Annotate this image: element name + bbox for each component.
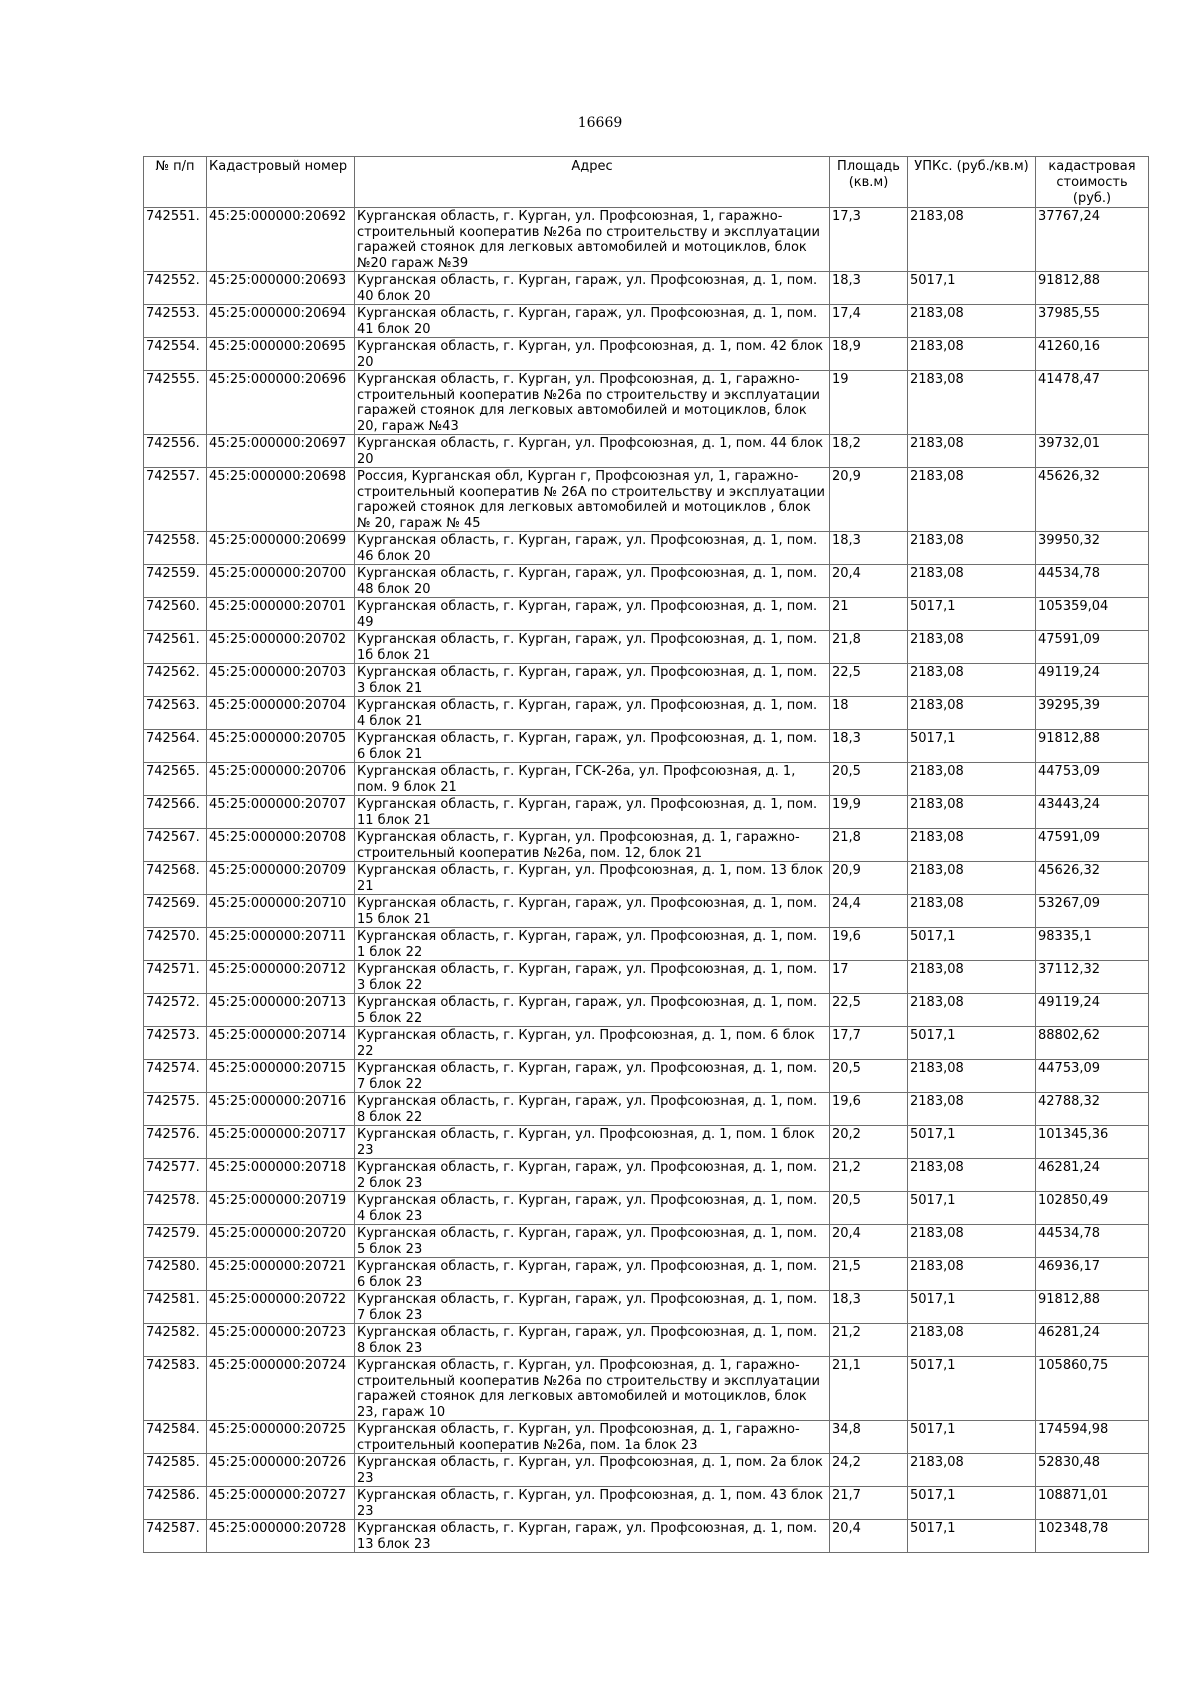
cadastral-number-cell: 45:25:000000:20703 [207, 664, 355, 697]
row-number-cell: 742562. [144, 664, 207, 697]
area-cell: 21,1 [830, 1357, 908, 1421]
cadastral-cost-cell: 47591,09 [1036, 829, 1149, 862]
cadastral-number-cell: 45:25:000000:20711 [207, 928, 355, 961]
table-row [144, 697, 1149, 730]
cadastral-cost-cell: 44534,78 [1036, 565, 1149, 598]
cadastral-cost-cell: 37985,55 [1036, 305, 1149, 338]
cadastral-number-cell: 45:25:000000:20707 [207, 796, 355, 829]
table-body [144, 208, 1149, 1553]
upks-cell: 2183,08 [908, 208, 1036, 272]
cadastral-cost-cell: 91812,88 [1036, 730, 1149, 763]
table-row [144, 1291, 1149, 1324]
address-cell: Курганская область, г. Курган, ул. Профсоюзная, д. 1, пом. 2а блок 23 [355, 1454, 830, 1487]
cadastral-number-cell: 45:25:000000:20698 [207, 468, 355, 532]
upks-cell: 2183,08 [908, 532, 1036, 565]
area-cell: 21,8 [830, 631, 908, 664]
upks-cell: 5017,1 [908, 1027, 1036, 1060]
cadastral-cost-cell: 41478,47 [1036, 371, 1149, 435]
cadastral-cost-cell: 37112,32 [1036, 961, 1149, 994]
upks-cell: 2183,08 [908, 1324, 1036, 1357]
row-number-cell: 742559. [144, 565, 207, 598]
cadastral-number-cell: 45:25:000000:20717 [207, 1126, 355, 1159]
cadastral-number-cell: 45:25:000000:20695 [207, 338, 355, 371]
cadastral-number-cell: 45:25:000000:20725 [207, 1421, 355, 1454]
upks-cell: 2183,08 [908, 862, 1036, 895]
address-cell: Курганская область, г. Курган, гараж, ул. Профсоюзная, д. 1, пом. 5 блок 23 [355, 1225, 830, 1258]
cadastral-number-cell: 45:25:000000:20709 [207, 862, 355, 895]
upks-cell: 2183,08 [908, 961, 1036, 994]
cadastral-number-cell: 45:25:000000:20721 [207, 1258, 355, 1291]
cadastral-number-cell: 45:25:000000:20692 [207, 208, 355, 272]
table-row [144, 1126, 1149, 1159]
address-cell: Курганская область, г. Курган, гараж, ул. Профсоюзная, д. 1, пом. 1б блок 21 [355, 631, 830, 664]
area-cell: 20,5 [830, 1192, 908, 1225]
cadastral-cost-cell: 43443,24 [1036, 796, 1149, 829]
area-cell: 20,4 [830, 1520, 908, 1553]
cadastral-number-cell: 45:25:000000:20696 [207, 371, 355, 435]
cadastral-value-table [143, 156, 1149, 1553]
row-number-cell: 742585. [144, 1454, 207, 1487]
upks-cell: 5017,1 [908, 730, 1036, 763]
upks-cell: 5017,1 [908, 1487, 1036, 1520]
table-row [144, 763, 1149, 796]
cadastral-number-cell: 45:25:000000:20694 [207, 305, 355, 338]
address-cell: Курганская область, г. Курган, гараж, ул. Профсоюзная, д. 1, пом. 8 блок 22 [355, 1093, 830, 1126]
cadastral-cost-cell: 91812,88 [1036, 272, 1149, 305]
cadastral-cost-cell: 105359,04 [1036, 598, 1149, 631]
table-row [144, 1487, 1149, 1520]
address-cell: Курганская область, г. Курган, гараж, ул. Профсоюзная, д. 1, пом. 41 блок 20 [355, 305, 830, 338]
table-row [144, 1093, 1149, 1126]
table-row [144, 928, 1149, 961]
cadastral-cost-cell: 49119,24 [1036, 664, 1149, 697]
table-row [144, 338, 1149, 371]
table-row [144, 468, 1149, 532]
area-cell: 21,8 [830, 829, 908, 862]
area-cell: 20,5 [830, 1060, 908, 1093]
area-cell: 20,9 [830, 862, 908, 895]
area-cell: 18,3 [830, 1291, 908, 1324]
address-cell: Курганская область, г. Курган, ул. Профсоюзная, д. 1, пом. 6 блок 22 [355, 1027, 830, 1060]
address-cell: Россия, Курганская обл, Курган г, Профсоюзная ул, 1, гаражно-строительный кооператив № 26А по строительству и эксплуатации гарожей стоянок для легковых автомобилей и мотоциклов , блок № 20, гараж № 45 [355, 468, 830, 532]
cadastral-number-cell: 45:25:000000:20704 [207, 697, 355, 730]
cadastral-cost-cell: 45626,32 [1036, 862, 1149, 895]
cadastral-number-cell: 45:25:000000:20702 [207, 631, 355, 664]
upks-cell: 5017,1 [908, 1126, 1036, 1159]
table-row [144, 631, 1149, 664]
table-row [144, 1520, 1149, 1553]
row-number-cell: 742584. [144, 1421, 207, 1454]
area-cell: 18,3 [830, 730, 908, 763]
area-cell: 17,4 [830, 305, 908, 338]
cadastral-cost-cell: 44534,78 [1036, 1225, 1149, 1258]
address-cell: Курганская область, г. Курган, гараж, ул. Профсоюзная, д. 1, пом. 46 блок 20 [355, 532, 830, 565]
table-row [144, 1454, 1149, 1487]
cadastral-number-cell: 45:25:000000:20722 [207, 1291, 355, 1324]
upks-cell: 2183,08 [908, 1060, 1036, 1093]
row-number-cell: 742580. [144, 1258, 207, 1291]
area-cell: 24,4 [830, 895, 908, 928]
address-cell: Курганская область, г. Курган, гараж, ул. Профсоюзная, д. 1, пом. 7 блок 22 [355, 1060, 830, 1093]
row-number-cell: 742554. [144, 338, 207, 371]
row-number-cell: 742573. [144, 1027, 207, 1060]
cadastral-number-cell: 45:25:000000:20712 [207, 961, 355, 994]
table-row [144, 1225, 1149, 1258]
table-row [144, 1258, 1149, 1291]
cadastral-cost-cell: 46281,24 [1036, 1159, 1149, 1192]
cadastral-number-cell: 45:25:000000:20713 [207, 994, 355, 1027]
table-row [144, 598, 1149, 631]
row-number-cell: 742581. [144, 1291, 207, 1324]
row-number-cell: 742563. [144, 697, 207, 730]
address-cell: Курганская область, г. Курган, ул. Профсоюзная, д. 1, пом. 1 блок 23 [355, 1126, 830, 1159]
cadastral-cost-cell: 37767,24 [1036, 208, 1149, 272]
cadastral-number-cell: 45:25:000000:20701 [207, 598, 355, 631]
area-cell: 24,2 [830, 1454, 908, 1487]
cadastral-cost-cell: 52830,48 [1036, 1454, 1149, 1487]
address-cell: Курганская область, г. Курган, ул. Профсоюзная, д. 1, пом. 42 блок 20 [355, 338, 830, 371]
upks-cell: 2183,08 [908, 338, 1036, 371]
address-cell: Курганская область, г. Курган, ул. Профсоюзная, д. 1, гаражно-строительный кооператив №26а по строительству и эксплуатации гаражей стоянок для легковых автомобилей и мотоциклов, блок 20, гараж №43 [355, 371, 830, 435]
address-cell: Курганская область, г. Курган, гараж, ул. Профсоюзная, д. 1, пом. 15 блок 21 [355, 895, 830, 928]
upks-cell: 5017,1 [908, 272, 1036, 305]
upks-cell: 2183,08 [908, 994, 1036, 1027]
table-row [144, 1357, 1149, 1421]
table-row [144, 305, 1149, 338]
row-number-cell: 742564. [144, 730, 207, 763]
address-cell: Курганская область, г. Курган, гараж, ул. Профсоюзная, д. 1, пом. 3 блок 22 [355, 961, 830, 994]
header-upks: УПКс. (руб./кв.м) [908, 157, 1036, 208]
upks-cell: 5017,1 [908, 928, 1036, 961]
cadastral-number-cell: 45:25:000000:20716 [207, 1093, 355, 1126]
row-number-cell: 742561. [144, 631, 207, 664]
header-row-number: № п/п [144, 157, 207, 208]
cadastral-cost-cell: 46281,24 [1036, 1324, 1149, 1357]
area-cell: 21,2 [830, 1324, 908, 1357]
header-address: Адрес [355, 157, 830, 208]
row-number-cell: 742587. [144, 1520, 207, 1553]
cadastral-cost-cell: 41260,16 [1036, 338, 1149, 371]
table-row [144, 1027, 1149, 1060]
upks-cell: 5017,1 [908, 1357, 1036, 1421]
cadastral-cost-cell: 39732,01 [1036, 435, 1149, 468]
table-row [144, 371, 1149, 435]
upks-cell: 5017,1 [908, 598, 1036, 631]
upks-cell: 5017,1 [908, 1520, 1036, 1553]
row-number-cell: 742567. [144, 829, 207, 862]
cadastral-cost-cell: 49119,24 [1036, 994, 1149, 1027]
upks-cell: 2183,08 [908, 565, 1036, 598]
upks-cell: 5017,1 [908, 1421, 1036, 1454]
row-number-cell: 742560. [144, 598, 207, 631]
row-number-cell: 742579. [144, 1225, 207, 1258]
row-number-cell: 742569. [144, 895, 207, 928]
cadastral-cost-cell: 39950,32 [1036, 532, 1149, 565]
upks-cell: 2183,08 [908, 763, 1036, 796]
table-header-row [144, 157, 1149, 208]
address-cell: Курганская область, г. Курган, гараж, ул. Профсоюзная, д. 1, пом. 40 блок 20 [355, 272, 830, 305]
row-number-cell: 742556. [144, 435, 207, 468]
address-cell: Курганская область, г. Курган, гараж, ул. Профсоюзная, д. 1, пом. 4 блок 23 [355, 1192, 830, 1225]
upks-cell: 2183,08 [908, 1225, 1036, 1258]
table-row [144, 829, 1149, 862]
address-cell: Курганская область, г. Курган, гараж, ул. Профсоюзная, д. 1, пом. 2 блок 23 [355, 1159, 830, 1192]
table-row [144, 435, 1149, 468]
cadastral-number-cell: 45:25:000000:20700 [207, 565, 355, 598]
area-cell: 22,5 [830, 664, 908, 697]
address-cell: Курганская область, г. Курган, гараж, ул. Профсоюзная, д. 1, пом. 11 блок 21 [355, 796, 830, 829]
row-number-cell: 742572. [144, 994, 207, 1027]
upks-cell: 2183,08 [908, 796, 1036, 829]
address-cell: Курганская область, г. Курган, гараж, ул. Профсоюзная, д. 1, пом. 6 блок 23 [355, 1258, 830, 1291]
area-cell: 20,4 [830, 565, 908, 598]
table-row [144, 532, 1149, 565]
cadastral-cost-cell: 102348,78 [1036, 1520, 1149, 1553]
row-number-cell: 742570. [144, 928, 207, 961]
upks-cell: 2183,08 [908, 895, 1036, 928]
cadastral-cost-cell: 53267,09 [1036, 895, 1149, 928]
row-number-cell: 742552. [144, 272, 207, 305]
table-row [144, 862, 1149, 895]
row-number-cell: 742577. [144, 1159, 207, 1192]
table-row [144, 664, 1149, 697]
cadastral-number-cell: 45:25:000000:20723 [207, 1324, 355, 1357]
header-cadastral-cost: кадастровая стоимость (руб.) [1036, 157, 1149, 208]
table-row [144, 1060, 1149, 1093]
upks-cell: 2183,08 [908, 1258, 1036, 1291]
address-cell: Курганская область, г. Курган, ул. Профсоюзная, д. 1, гаражно-строительный кооператив №26а, пом. 12, блок 21 [355, 829, 830, 862]
table-row [144, 796, 1149, 829]
cadastral-number-cell: 45:25:000000:20726 [207, 1454, 355, 1487]
area-cell: 19,9 [830, 796, 908, 829]
area-cell: 18,3 [830, 272, 908, 305]
address-cell: Курганская область, г. Курган, ул. Профсоюзная, д. 1, пом. 13 блок 21 [355, 862, 830, 895]
cadastral-cost-cell: 39295,39 [1036, 697, 1149, 730]
cadastral-cost-cell: 44753,09 [1036, 763, 1149, 796]
upks-cell: 5017,1 [908, 1192, 1036, 1225]
upks-cell: 2183,08 [908, 829, 1036, 862]
area-cell: 18 [830, 697, 908, 730]
cadastral-number-cell: 45:25:000000:20727 [207, 1487, 355, 1520]
header-area: Площадь (кв.м) [830, 157, 908, 208]
cadastral-cost-cell: 42788,32 [1036, 1093, 1149, 1126]
table-row [144, 208, 1149, 272]
cadastral-cost-cell: 101345,36 [1036, 1126, 1149, 1159]
table-row [144, 565, 1149, 598]
row-number-cell: 742576. [144, 1126, 207, 1159]
address-cell: Курганская область, г. Курган, ул. Профсоюзная, д. 1, гаражно-строительный кооператив №26а, пом. 1а блок 23 [355, 1421, 830, 1454]
area-cell: 18,9 [830, 338, 908, 371]
table-row [144, 1421, 1149, 1454]
area-cell: 17,7 [830, 1027, 908, 1060]
address-cell: Курганская область, г. Курган, гараж, ул. Профсоюзная, д. 1, пом. 5 блок 22 [355, 994, 830, 1027]
row-number-cell: 742557. [144, 468, 207, 532]
cadastral-number-cell: 45:25:000000:20714 [207, 1027, 355, 1060]
cadastral-number-cell: 45:25:000000:20705 [207, 730, 355, 763]
cadastral-cost-cell: 91812,88 [1036, 1291, 1149, 1324]
address-cell: Курганская область, г. Курган, ул. Профсоюзная, 1, гаражно-строительный кооператив №26а по строительству и эксплуатации гаражей стоянок для легковых автомобилей и мотоциклов, блок №20 гараж №39 [355, 208, 830, 272]
cadastral-number-cell: 45:25:000000:20710 [207, 895, 355, 928]
cadastral-cost-cell: 105860,75 [1036, 1357, 1149, 1421]
row-number-cell: 742551. [144, 208, 207, 272]
table-row [144, 895, 1149, 928]
area-cell: 20,9 [830, 468, 908, 532]
area-cell: 18,2 [830, 435, 908, 468]
address-cell: Курганская область, г. Курган, гараж, ул. Профсоюзная, д. 1, пом. 7 блок 23 [355, 1291, 830, 1324]
address-cell: Курганская область, г. Курган, гараж, ул. Профсоюзная, д. 1, пом. 8 блок 23 [355, 1324, 830, 1357]
address-cell: Курганская область, г. Курган, гараж, ул. Профсоюзная, д. 1, пом. 49 [355, 598, 830, 631]
address-cell: Курганская область, г. Курган, гараж, ул. Профсоюзная, д. 1, пом. 4 блок 21 [355, 697, 830, 730]
area-cell: 21,7 [830, 1487, 908, 1520]
address-cell: Курганская область, г. Курган, гараж, ул. Профсоюзная, д. 1, пом. 48 блок 20 [355, 565, 830, 598]
upks-cell: 2183,08 [908, 1159, 1036, 1192]
address-cell: Курганская область, г. Курган, гараж, ул. Профсоюзная, д. 1, пом. 13 блок 23 [355, 1520, 830, 1553]
area-cell: 17 [830, 961, 908, 994]
upks-cell: 2183,08 [908, 1454, 1036, 1487]
row-number-cell: 742555. [144, 371, 207, 435]
row-number-cell: 742575. [144, 1093, 207, 1126]
cadastral-cost-cell: 44753,09 [1036, 1060, 1149, 1093]
address-cell: Курганская область, г. Курган, ул. Профсоюзная, д. 1, пом. 43 блок 23 [355, 1487, 830, 1520]
area-cell: 34,8 [830, 1421, 908, 1454]
table-row [144, 961, 1149, 994]
row-number-cell: 742574. [144, 1060, 207, 1093]
area-cell: 20,5 [830, 763, 908, 796]
cadastral-number-cell: 45:25:000000:20708 [207, 829, 355, 862]
upks-cell: 5017,1 [908, 1291, 1036, 1324]
area-cell: 22,5 [830, 994, 908, 1027]
upks-cell: 2183,08 [908, 371, 1036, 435]
area-cell: 19,6 [830, 928, 908, 961]
area-cell: 21,5 [830, 1258, 908, 1291]
address-cell: Курганская область, г. Курган, гараж, ул. Профсоюзная, д. 1, пом. 6 блок 21 [355, 730, 830, 763]
upks-cell: 2183,08 [908, 1093, 1036, 1126]
address-cell: Курганская область, г. Курган, гараж, ул. Профсоюзная, д. 1, пом. 3 блок 21 [355, 664, 830, 697]
upks-cell: 2183,08 [908, 697, 1036, 730]
cadastral-number-cell: 45:25:000000:20724 [207, 1357, 355, 1421]
cadastral-cost-cell: 88802,62 [1036, 1027, 1149, 1060]
area-cell: 21,2 [830, 1159, 908, 1192]
row-number-cell: 742571. [144, 961, 207, 994]
cadastral-number-cell: 45:25:000000:20699 [207, 532, 355, 565]
cadastral-number-cell: 45:25:000000:20720 [207, 1225, 355, 1258]
address-cell: Курганская область, г. Курган, ГСК-26а, ул. Профсоюзная, д. 1, пом. 9 блок 21 [355, 763, 830, 796]
upks-cell: 2183,08 [908, 468, 1036, 532]
row-number-cell: 742553. [144, 305, 207, 338]
area-cell: 20,2 [830, 1126, 908, 1159]
upks-cell: 2183,08 [908, 631, 1036, 664]
table-row [144, 1192, 1149, 1225]
address-cell: Курганская область, г. Курган, гараж, ул. Профсоюзная, д. 1, пом. 1 блок 22 [355, 928, 830, 961]
row-number-cell: 742582. [144, 1324, 207, 1357]
cadastral-number-cell: 45:25:000000:20719 [207, 1192, 355, 1225]
table-row [144, 272, 1149, 305]
area-cell: 21 [830, 598, 908, 631]
cadastral-number-cell: 45:25:000000:20697 [207, 435, 355, 468]
cadastral-number-cell: 45:25:000000:20693 [207, 272, 355, 305]
cadastral-cost-cell: 46936,17 [1036, 1258, 1149, 1291]
row-number-cell: 742583. [144, 1357, 207, 1421]
cadastral-cost-cell: 45626,32 [1036, 468, 1149, 532]
cadastral-number-cell: 45:25:000000:20718 [207, 1159, 355, 1192]
area-cell: 19 [830, 371, 908, 435]
address-cell: Курганская область, г. Курган, ул. Профсоюзная, д. 1, гаражно-строительный кооператив №26а по строительству и эксплуатации гаражей стоянок для легковых автомобилей и мотоциклов, блок 23, гараж 10 [355, 1357, 830, 1421]
row-number-cell: 742586. [144, 1487, 207, 1520]
row-number-cell: 742565. [144, 763, 207, 796]
cadastral-cost-cell: 98335,1 [1036, 928, 1149, 961]
table-row [144, 994, 1149, 1027]
cadastral-cost-cell: 174594,98 [1036, 1421, 1149, 1454]
cadastral-number-cell: 45:25:000000:20706 [207, 763, 355, 796]
page-number: 16669 [577, 115, 623, 131]
table-row [144, 1159, 1149, 1192]
header-cadastral-number: Кадастровый номер [207, 157, 355, 208]
cadastral-cost-cell: 47591,09 [1036, 631, 1149, 664]
area-cell: 19,6 [830, 1093, 908, 1126]
row-number-cell: 742558. [144, 532, 207, 565]
area-cell: 18,3 [830, 532, 908, 565]
cadastral-cost-cell: 108871,01 [1036, 1487, 1149, 1520]
row-number-cell: 742566. [144, 796, 207, 829]
cadastral-number-cell: 45:25:000000:20728 [207, 1520, 355, 1553]
table-row [144, 730, 1149, 763]
area-cell: 17,3 [830, 208, 908, 272]
row-number-cell: 742578. [144, 1192, 207, 1225]
row-number-cell: 742568. [144, 862, 207, 895]
upks-cell: 2183,08 [908, 305, 1036, 338]
cadastral-cost-cell: 102850,49 [1036, 1192, 1149, 1225]
upks-cell: 2183,08 [908, 435, 1036, 468]
table-row [144, 1324, 1149, 1357]
address-cell: Курганская область, г. Курган, ул. Профсоюзная, д. 1, пом. 44 блок 20 [355, 435, 830, 468]
area-cell: 20,4 [830, 1225, 908, 1258]
cadastral-number-cell: 45:25:000000:20715 [207, 1060, 355, 1093]
upks-cell: 2183,08 [908, 664, 1036, 697]
